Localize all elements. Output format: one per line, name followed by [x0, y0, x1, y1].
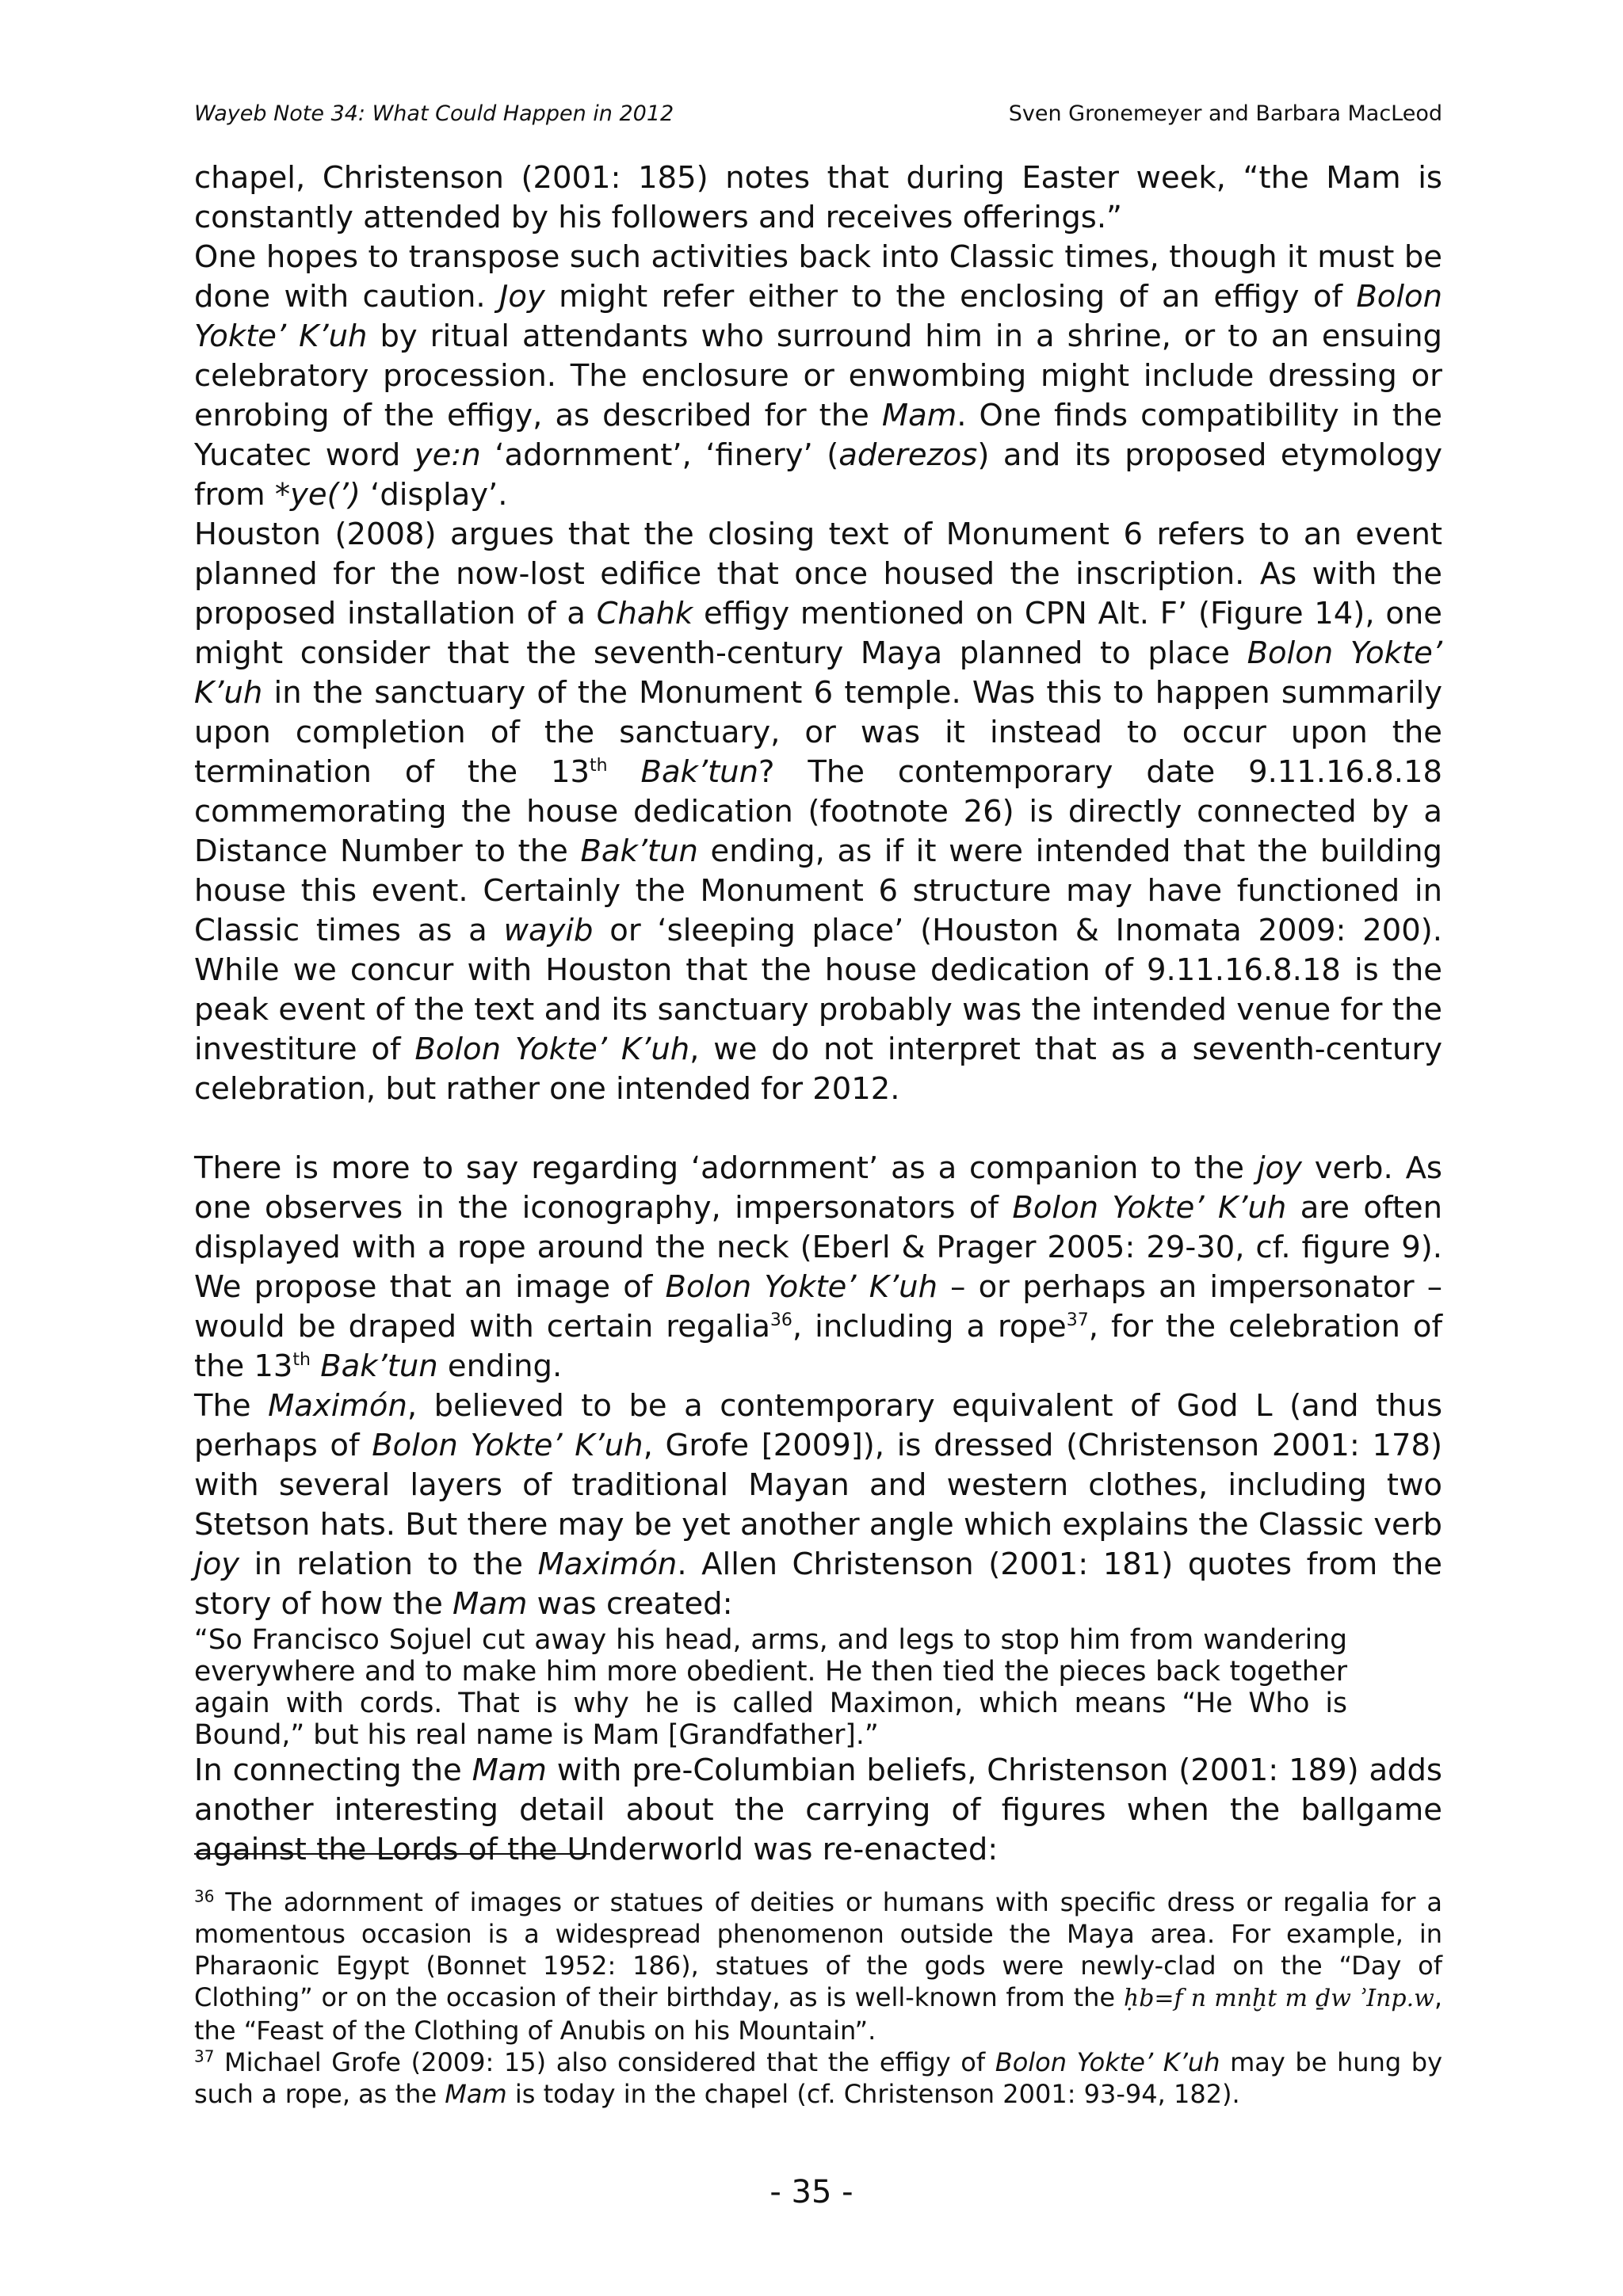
text-run: in relation to the [239, 1547, 538, 1582]
paragraph-4 [194, 1149, 1442, 1386]
italic-term: Bak’tun [580, 833, 698, 869]
footnote-36 [194, 1886, 1442, 2046]
body-text [194, 158, 1442, 1870]
paragraph-3 [194, 515, 1442, 1109]
italic-term: Bolon Yokte’ K’uh [194, 635, 1442, 711]
italic-term: Bolon Yokte’ K’uh [372, 1428, 643, 1463]
text-run: The [194, 1388, 269, 1424]
text-run: chapel, Christenson (2001: 185) notes that during Easter week, “the Mam is constantly attended by his followers and receives offerings.” [194, 160, 1442, 235]
paragraph-gap [194, 1109, 1442, 1149]
footnote-number: 36 [194, 1886, 215, 1906]
text-run: verb. As one observes in the iconography, impersonators of [194, 1150, 1442, 1226]
text-run: is today in the chapel (cf. Christenson 2001: 93-94, 182). [506, 2079, 1240, 2109]
text-run: , the “Feast of the Clothing of Anubis on his Mountain”. [194, 1982, 1442, 2046]
text-run: ending, as if it were intended that the building house this event. Certainly the Monument 6 structure may have functioned in Classic times as a [194, 833, 1442, 948]
text-run: . Allen Christenson (2001: 181) quotes from the story of how the [194, 1547, 1442, 1622]
footnote-ref-36[interactable]: 36 [769, 1310, 792, 1331]
text-run: may be hung by such a rope, as the [194, 2047, 1443, 2109]
text-run: , including a rope [792, 1309, 1067, 1344]
italic-term: joy [1256, 1150, 1302, 1186]
italic-term: ye:n [414, 437, 481, 473]
text-run: in the sanctuary of the Monument 6 temple. Was this to happen summarily upon completion of the sanctuary, or was it instead to occur upon the termination of the 13 [194, 675, 1442, 790]
italic-term: Bak’tun [320, 1348, 438, 1384]
footnotes [194, 1886, 1442, 2110]
superscript: th [292, 1350, 311, 1371]
italic-term: ye(’) [290, 477, 361, 513]
italic-term: Bolon Yokte’ K’uh [194, 279, 1442, 354]
text-run: The adornment of images or statues of deities or humans with specific dress or regalia for a momentous occasion is a widespread phenomenon outside the Maya area. For example, in Pharaonic Egypt (Bonnet 1952: 186), statues of the gods were newly-clad on the “Day of Clothing” or on the occasion of their birthday, as is well-known from the [194, 1887, 1442, 2012]
block-quote: “So Francisco Sojuel cut away his head, arms, and legs to stop him from wandering everywhere and to make him more obedient. He then tied the pieces back together again with cords. That is why he is called Maximon, which means “He Who is Bound,” but his real name is Mam [Grandfather].” [194, 1624, 1347, 1751]
text-run: , believed to be a contemporary equivalent of God L (and thus perhaps of [194, 1388, 1443, 1463]
italic-term: Bolon Yokte’ K’uh [665, 1269, 938, 1305]
text-run: ‘display’. [360, 477, 508, 513]
italic-term: Chahk [596, 596, 693, 631]
text-run: There is more to say regarding ‘adornment’ as a companion to the [194, 1150, 1257, 1186]
text-run: , we do not interpret that as a seventh-century celebration, but rather one intended for 2012. [194, 1032, 1442, 1107]
header-authors: Sven Gronemeyer and Barbara MacLeod [1008, 101, 1442, 126]
text-run: , Grofe [2009]), is dressed (Christenson 2001: 178) with several layers of traditional Mayan and western clothes, including two Stetson hats. But there may be yet another angle which explains the Classic verb [194, 1428, 1442, 1543]
text-run: effigy mentioned on CPN Alt. F’ (Figure 14), one might consider that the seventh-century Maya planned to place [194, 596, 1442, 671]
italic-term: Bolon Yokte’ K’uh [1012, 1190, 1287, 1226]
footnote-ref-37[interactable]: 37 [1066, 1310, 1089, 1331]
italic-term: joy [194, 1547, 240, 1582]
superscript: th [590, 756, 608, 776]
footnote-37 [194, 2046, 1442, 2110]
paragraph-1 [194, 158, 1442, 238]
text-run: or ‘sleeping place’ (Houston & Inomata 2009: 200). While we concur with Houston that the house dedication of 9.11.16.8.18 is the peak event of the text and its sanctuary probably was the intended venue for the investiture of [194, 913, 1443, 1067]
italic-term: Bak’tun [640, 754, 758, 790]
text-run: Michael Grofe (2009: 15) also considered that the effigy of [214, 2047, 995, 2077]
text-run: . One finds compatibility in the Yucatec word [194, 398, 1442, 473]
italic-term: Mam [472, 1753, 547, 1788]
italic-term: Bolon Yokte’ K’uh [995, 2047, 1220, 2077]
text-run: are often displayed with a rope around the neck (Eberl & Prager 2005: 29-30, cf. figure 9). We propose that an image of [194, 1190, 1442, 1305]
footnote-separator [194, 1853, 590, 1855]
italic-term: Bolon Yokte’ K’uh [414, 1032, 690, 1067]
italic-term: Mam [453, 1586, 528, 1622]
paragraph-2 [194, 238, 1442, 515]
text-run: ‘adornment’, ‘finery’ ( [480, 437, 839, 473]
italic-term: Joy [499, 279, 545, 315]
italic-term: aderezos [838, 437, 978, 473]
text-run: ending. [437, 1348, 563, 1384]
italic-term: wayib [503, 913, 594, 948]
text-run: by ritual attendants who surround him in a shrine, or to an ensuing celebratory procession. The enclosure or enwombing might include dressing or enrobing of the effigy, as described for the [194, 318, 1442, 433]
text-run: Houston (2008) argues that the closing text of Monument 6 refers to an event planned for the now-lost edifice that once housed the inscription. As with the proposed installation of a [194, 517, 1442, 631]
egyptian-transliteration: ḥb=f n mnḫt m ḏw ʾInp.w [1123, 1985, 1434, 2012]
text-run: was created: [527, 1586, 733, 1622]
running-header [194, 100, 1442, 132]
paragraph-5 [194, 1386, 1442, 1624]
italic-term: Mam [445, 2079, 507, 2109]
italic-term: Mam [881, 398, 957, 433]
page-number: - 35 - [769, 2174, 854, 2210]
text-run: One hopes to transpose such activities back into Classic times, though it must be done with caution. [194, 239, 1442, 315]
text-run: – or perhaps an impersonator – would be draped with certain regalia [194, 1269, 1443, 1344]
text-run: , for the celebration of the 13 [194, 1309, 1443, 1384]
text-run: In connecting the [194, 1753, 472, 1788]
text-run: ) and its proposed etymology from * [194, 437, 1442, 513]
paragraph-6 [194, 1751, 1442, 1870]
footnote-number: 37 [194, 2046, 215, 2066]
italic-term: Maximón [537, 1547, 678, 1582]
text-run: might refer either to the enclosing of an effigy of [544, 279, 1357, 315]
header-journal-title: Wayeb Note 34: What Could Happen in 2012 [194, 101, 674, 126]
text-run: ? The contemporary date 9.11.16.8.18 commemorating the house dedication (footnote 26) is directly connected by a Distance Number to the [194, 754, 1442, 869]
italic-term: Maximón [268, 1388, 407, 1424]
text-run: with pre-Columbian beliefs, Christenson (2001: 189) adds another interesting detail about the carrying of figures when the ballgame against the Lords of the Underworld was re-enacted: [194, 1753, 1442, 1867]
